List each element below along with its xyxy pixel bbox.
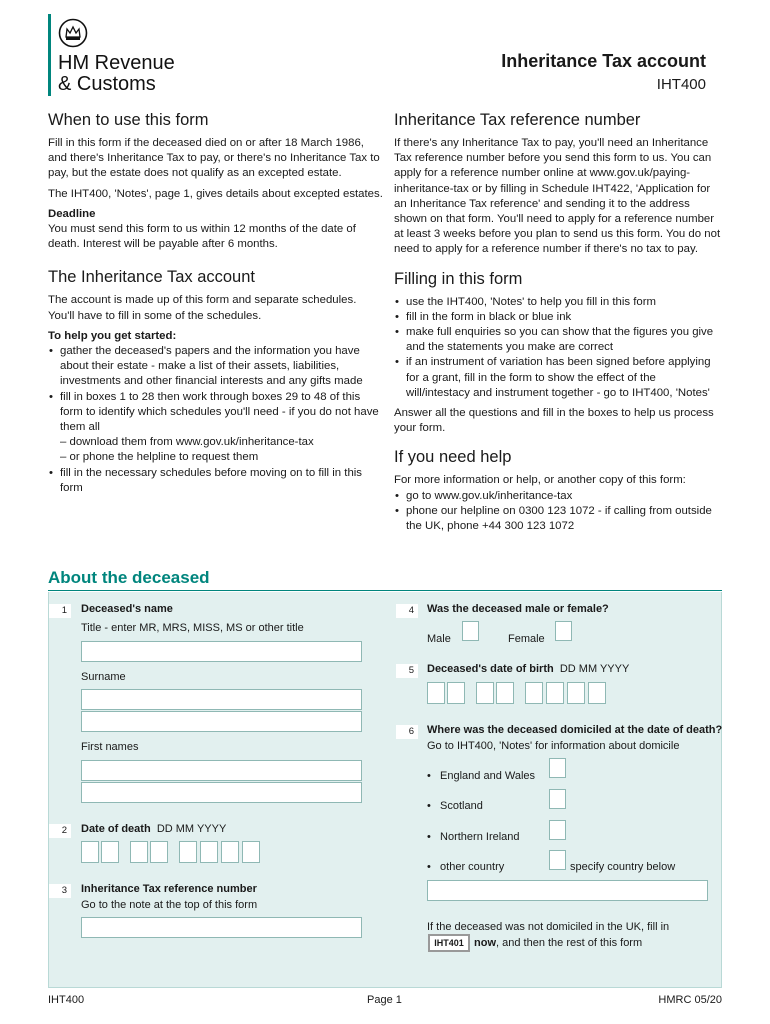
question-number: 2 (49, 824, 71, 838)
account-heading: The Inheritance Tax account (48, 268, 255, 287)
royal-crest-icon (58, 18, 88, 48)
q6-hint: Go to IHT400, 'Notes' for information about domicile (427, 740, 680, 752)
started-label: To help you get started: (48, 329, 177, 342)
birth-month-digit-2[interactable] (496, 682, 514, 704)
list-item: – download them from www.gov.uk/inheritance-tax (60, 436, 314, 449)
help-paragraph: For more information or help, or another copy of this form: (394, 474, 686, 487)
form-code: IHT400 (656, 76, 706, 93)
other-country-checkbox[interactable] (549, 850, 566, 870)
q1-label: Deceased's name (81, 603, 173, 615)
date-format-hint: DD MM YYYY (156, 823, 227, 835)
org-name-line2: & Customs (58, 73, 156, 95)
death-month-digit-2[interactable] (150, 841, 168, 863)
filling-heading: Filling in this form (394, 269, 523, 288)
ref-paragraph: If there's any Inheritance Tax to pay, you'll need an Inheritance Tax reference number before you send this form to us. You can apply for a reference number online at www.gov.uk/paying-inheritance-tax or by filling in Schedule IHT422, 'Application for an Inheritance Tax reference' and sending it to the address shown on that form. You'll need to apply for a reference number at least 3 weeks before you plan to send us this form. You do not need to apply for a reference number if there's no tax to pay. (394, 137, 721, 256)
option-england-wales: • England and Wales (427, 770, 536, 782)
first-names-label: First names (81, 741, 139, 753)
birth-month-digit-1[interactable] (476, 682, 494, 704)
org-name-line1: HM Revenue (58, 52, 175, 74)
section-divider (48, 590, 722, 591)
q6-label: Where was the deceased domiciled at the date of death? (427, 724, 723, 736)
england-wales-checkbox[interactable] (549, 758, 566, 778)
list-item: • phone our helpline on 0300 123 1072 - if calling from outside the UK, phone +44 300 123 1072 (394, 504, 722, 534)
surname-label: Surname (81, 671, 126, 683)
death-day-digit-1[interactable] (81, 841, 99, 863)
male-checkbox[interactable] (462, 621, 479, 641)
deadline-text: You must send this form to us within 12 months of the date of death. Interest will be payable after 6 months. (48, 223, 356, 251)
right-intro-column (394, 110, 722, 534)
form-title: Inheritance Tax account (501, 51, 706, 71)
list-item: • use the IHT400, 'Notes' to help you fill in this form (394, 295, 722, 310)
first-names-input-line1[interactable] (81, 760, 362, 781)
option-scotland: • Scotland (427, 800, 483, 812)
death-year-digit-3[interactable] (221, 841, 239, 863)
question-number: 5 (396, 664, 418, 678)
help-heading: If you need help (394, 448, 512, 467)
domicile-note-continued: now, and then the rest of this form (474, 937, 643, 949)
q5-label: Deceased's date of birth DD MM YYYY (427, 663, 630, 675)
q3-hint: Go to the note at the top of this form (81, 899, 258, 911)
q1-title-hint: Title - enter MR, MRS, MISS, MS or other title (81, 622, 304, 634)
list-item: • fill in the form in black or blue ink (394, 310, 722, 325)
logo-rule (48, 14, 51, 96)
list-item: • go to www.gov.uk/inheritance-tax (394, 489, 722, 504)
domicile-note: If the deceased was not domiciled in the UK, fill in (427, 921, 670, 933)
q3-label: Inheritance Tax reference number (81, 883, 257, 895)
excepted-note: The IHT400, 'Notes', page 1, gives details about excepted estates. (48, 187, 383, 200)
birth-year-digit-3[interactable] (567, 682, 585, 704)
filling-paragraph: Answer all the questions and fill in the boxes to help us process your form. (394, 407, 714, 435)
help-list (394, 489, 722, 535)
list-item: • gather the deceased's papers and the information you have about their estate - make a list of their assets, liabilities, investments and other financial interests and any gifts made (48, 344, 383, 390)
first-names-input-line2[interactable] (81, 782, 362, 803)
date-format-hint: DD MM YYYY (559, 663, 630, 675)
filling-list (394, 295, 722, 401)
deadline-label: Deadline (48, 207, 96, 220)
death-day-digit-2[interactable] (101, 841, 119, 863)
reference-number-input[interactable] (81, 917, 362, 938)
ref-heading: Inheritance Tax reference number (394, 111, 641, 129)
option-northern-ireland: • Northern Ireland (427, 831, 520, 843)
female-label: Female (508, 633, 545, 645)
account-paragraph: The account is made up of this form and separate schedules. You'll have to fill in some of the schedules. (48, 294, 357, 322)
female-checkbox[interactable] (555, 621, 572, 641)
iht401-badge: IHT401 (428, 934, 470, 952)
male-label: Male (427, 633, 451, 645)
birth-year-digit-1[interactable] (525, 682, 543, 704)
left-intro-column (48, 110, 383, 496)
list-item: • if an instrument of variation has been signed before applying for a grant, fill in the form to show the effect of the will/intestacy and instrument together - go to IHT400, 'Notes' (394, 355, 722, 401)
q4-label: Was the deceased male or female? (427, 603, 609, 615)
birth-day-digit-1[interactable] (427, 682, 445, 704)
list-item: – or phone the helpline to request them (60, 451, 259, 464)
northern-ireland-checkbox[interactable] (549, 820, 566, 840)
other-country-input[interactable] (427, 880, 708, 901)
option-other-country: • other country (427, 861, 505, 873)
death-year-digit-1[interactable] (179, 841, 197, 863)
birth-year-digit-2[interactable] (546, 682, 564, 704)
title-input[interactable] (81, 641, 362, 662)
when-paragraph: Fill in this form if the deceased died on or after 18 March 1986, and there's Inheritance Tax to pay, or there's no Inheritance Tax to pay, but the estate does not qualify as an excepted estate. (48, 137, 380, 180)
footer-form-code: IHT400 (48, 994, 85, 1006)
surname-input-line1[interactable] (81, 689, 362, 710)
started-list (48, 344, 383, 496)
death-year-digit-4[interactable] (242, 841, 260, 863)
birth-day-digit-2[interactable] (447, 682, 465, 704)
footer-version: HMRC 05/20 (658, 994, 722, 1006)
when-heading: When to use this form (48, 111, 209, 129)
birth-year-digit-4[interactable] (588, 682, 606, 704)
q2-label: Date of death DD MM YYYY (81, 823, 227, 835)
specify-country-label: specify country below (570, 861, 676, 873)
list-item: • make full enquiries so you can show that the figures you give and the statements you make are correct (394, 325, 722, 355)
question-number: 6 (396, 725, 418, 739)
list-item: • fill in boxes 1 to 28 then work through boxes 29 to 48 of this form to identify which schedules you'll need - if you do not have them all (48, 390, 383, 436)
death-month-digit-1[interactable] (130, 841, 148, 863)
scotland-checkbox[interactable] (549, 789, 566, 809)
question-number: 4 (396, 604, 418, 618)
question-number: 3 (49, 884, 71, 898)
list-item: • fill in the necessary schedules before moving on to fill in this form (48, 466, 383, 496)
question-number: 1 (49, 604, 71, 618)
page-number: Page 1 (367, 994, 402, 1006)
surname-input-line2[interactable] (81, 711, 362, 732)
section-heading: About the deceased (48, 568, 210, 587)
death-year-digit-2[interactable] (200, 841, 218, 863)
